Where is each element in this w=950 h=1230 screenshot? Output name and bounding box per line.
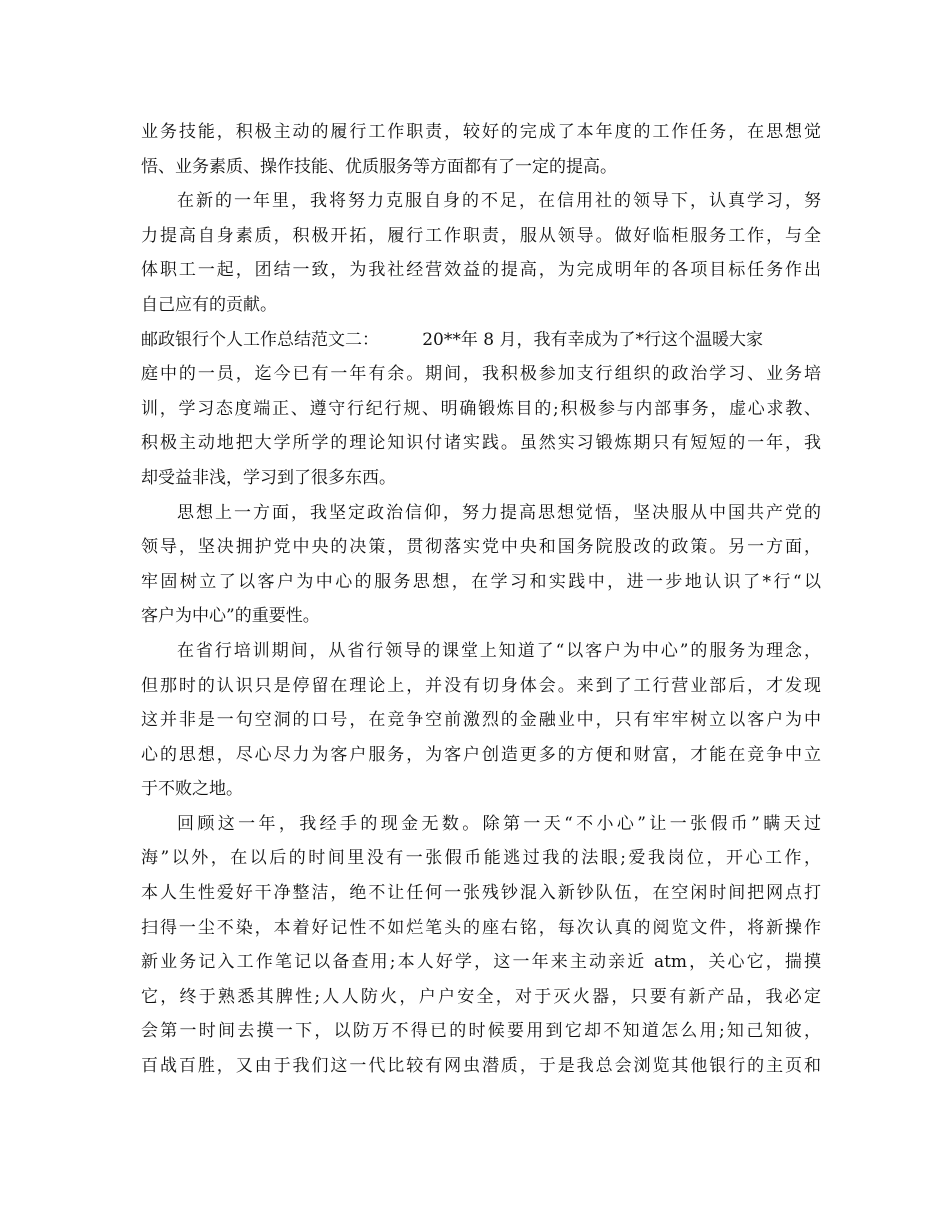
text-line: 于不败之地。 — [141, 779, 243, 800]
document-body — [141, 115, 821, 1084]
text-line: 训，学习态度端正、遵守行纪行规、明确锻炼目的;积极参与内部事务，虚心求教、 — [141, 398, 821, 419]
text-line: 力提高自身素质，积极开拓，履行工作职责，服从领导。做好临柜服务工作，与全 — [141, 225, 821, 246]
text-line: 回顾这一年，我经手的现金无数。除第一天“不小心”让一张假币”瞒天过 — [177, 813, 821, 834]
text-line: 体职工一起，团结一致，为我社经营效益的提高，为完成明年的各项目标任务作出 — [141, 260, 821, 281]
text-line: 海”以外，在以后的时间里没有一张假币能逃过我的法眼;爱我岗位，开心工作， — [141, 848, 821, 869]
paragraph — [141, 807, 821, 1084]
text-line: 积极主动地把大学所学的理论知识付诸实践。虽然实习锻炼期只有短短的一年，我 — [141, 433, 821, 454]
paragraph — [141, 323, 821, 496]
text-line: 本人生性爱好干净整洁，绝不让任何一张残钞混入新钞队伍，在空闲时间把网点打 — [141, 883, 821, 904]
text-line: 这并非是一句空洞的口号，在竞争空前激烈的金融业中，只有牢牢树立以客户为中 — [141, 710, 821, 731]
paragraph — [141, 634, 821, 807]
text-line: 心的思想，尽心尽力为客户服务，为客户创造更多的方便和财富，才能在竞争中立 — [141, 744, 821, 765]
text-line: 客户为中心”的重要性。 — [141, 606, 320, 627]
text-line: 扫得一尘不染，本着好记性不如烂笔头的座右铭，每次认真的阅览文件，将新操作 — [141, 917, 821, 938]
text-line: 但那时的认识只是停留在理论上，并没有切身体会。来到了工行营业部后，才发现 — [141, 675, 821, 696]
text-line: 会第一时间去摸一下，以防万不得已的时候要用到它却不知道怎么用;知己知彼， — [141, 1021, 821, 1042]
paragraph — [141, 184, 821, 322]
text-line: 悟、业务素质、操作技能、优质服务等方面都有了一定的提高。 — [141, 156, 617, 177]
text-line: 邮政银行个人工作总结范文二： 20**年 8 月，我有幸成为了*行这个温暖大家 — [141, 329, 763, 350]
text-line: 却受益非浅，学习到了很多东西。 — [141, 467, 396, 488]
text-line: 新业务记入工作笔记以备查用;本人好学，这一年来主动亲近 atm，关心它，揣摸 — [141, 952, 821, 973]
text-line: 庭中的一员，迄今已有一年有余。期间，我积极参加支行组织的政治学习、业务培 — [141, 364, 821, 385]
text-line: 它，终于熟悉其脾性;人人防火，户户安全，对于灭火器，只要有新产品，我必定 — [141, 986, 821, 1007]
text-line: 牢固树立了以客户为中心的服务思想，在学习和实践中，进一步地认识了*行“以 — [141, 571, 821, 592]
text-line: 在新的一年里，我将努力克服自身的不足，在信用社的领导下，认真学习，努 — [177, 191, 821, 212]
text-line: 思想上一方面，我坚定政治信仰，努力提高思想觉悟，坚决服从中国共产党的 — [177, 502, 821, 523]
paragraph — [141, 496, 821, 634]
text-line: 在省行培训期间，从省行领导的课堂上知道了“以客户为中心”的服务为理念， — [177, 640, 821, 661]
text-line: 自己应有的贡献。 — [141, 294, 277, 315]
text-line: 百战百胜，又由于我们这一代比较有网虫潜质，于是我总会浏览其他银行的主页和 — [141, 1056, 821, 1077]
text-line: 业务技能，积极主动的履行工作职责，较好的完成了本年度的工作任务，在思想觉 — [141, 122, 821, 142]
paragraph — [141, 115, 821, 184]
text-line: 领导，坚决拥护党中央的决策，贯彻落实党中央和国务院股改的政策。另一方面， — [141, 537, 821, 558]
